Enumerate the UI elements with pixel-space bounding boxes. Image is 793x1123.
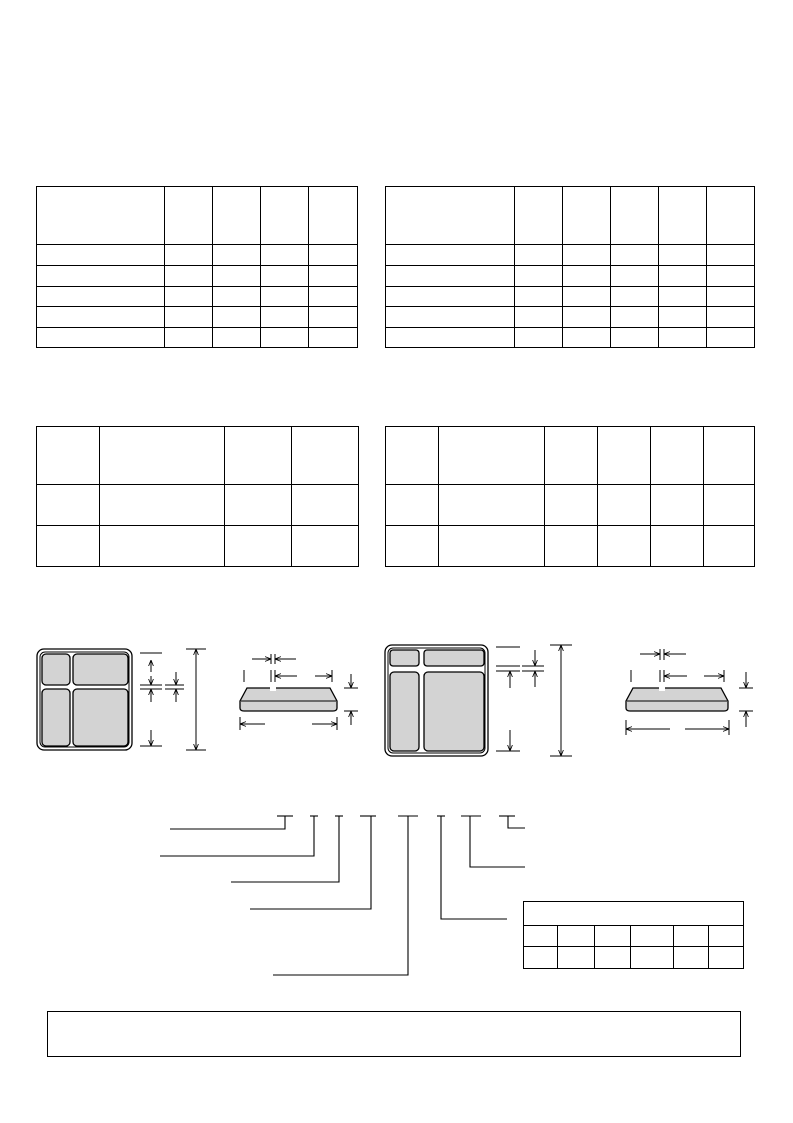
part-number-breakdown — [160, 816, 525, 975]
package-1-side-view — [240, 685, 337, 711]
note-box — [47, 1011, 741, 1057]
package-2-dimension-lines — [496, 645, 572, 756]
package-2-side-view — [626, 685, 728, 711]
package-1-top-view — [37, 649, 132, 750]
package-1-dimension-lines — [140, 649, 206, 750]
package-2-top-view — [385, 645, 488, 756]
